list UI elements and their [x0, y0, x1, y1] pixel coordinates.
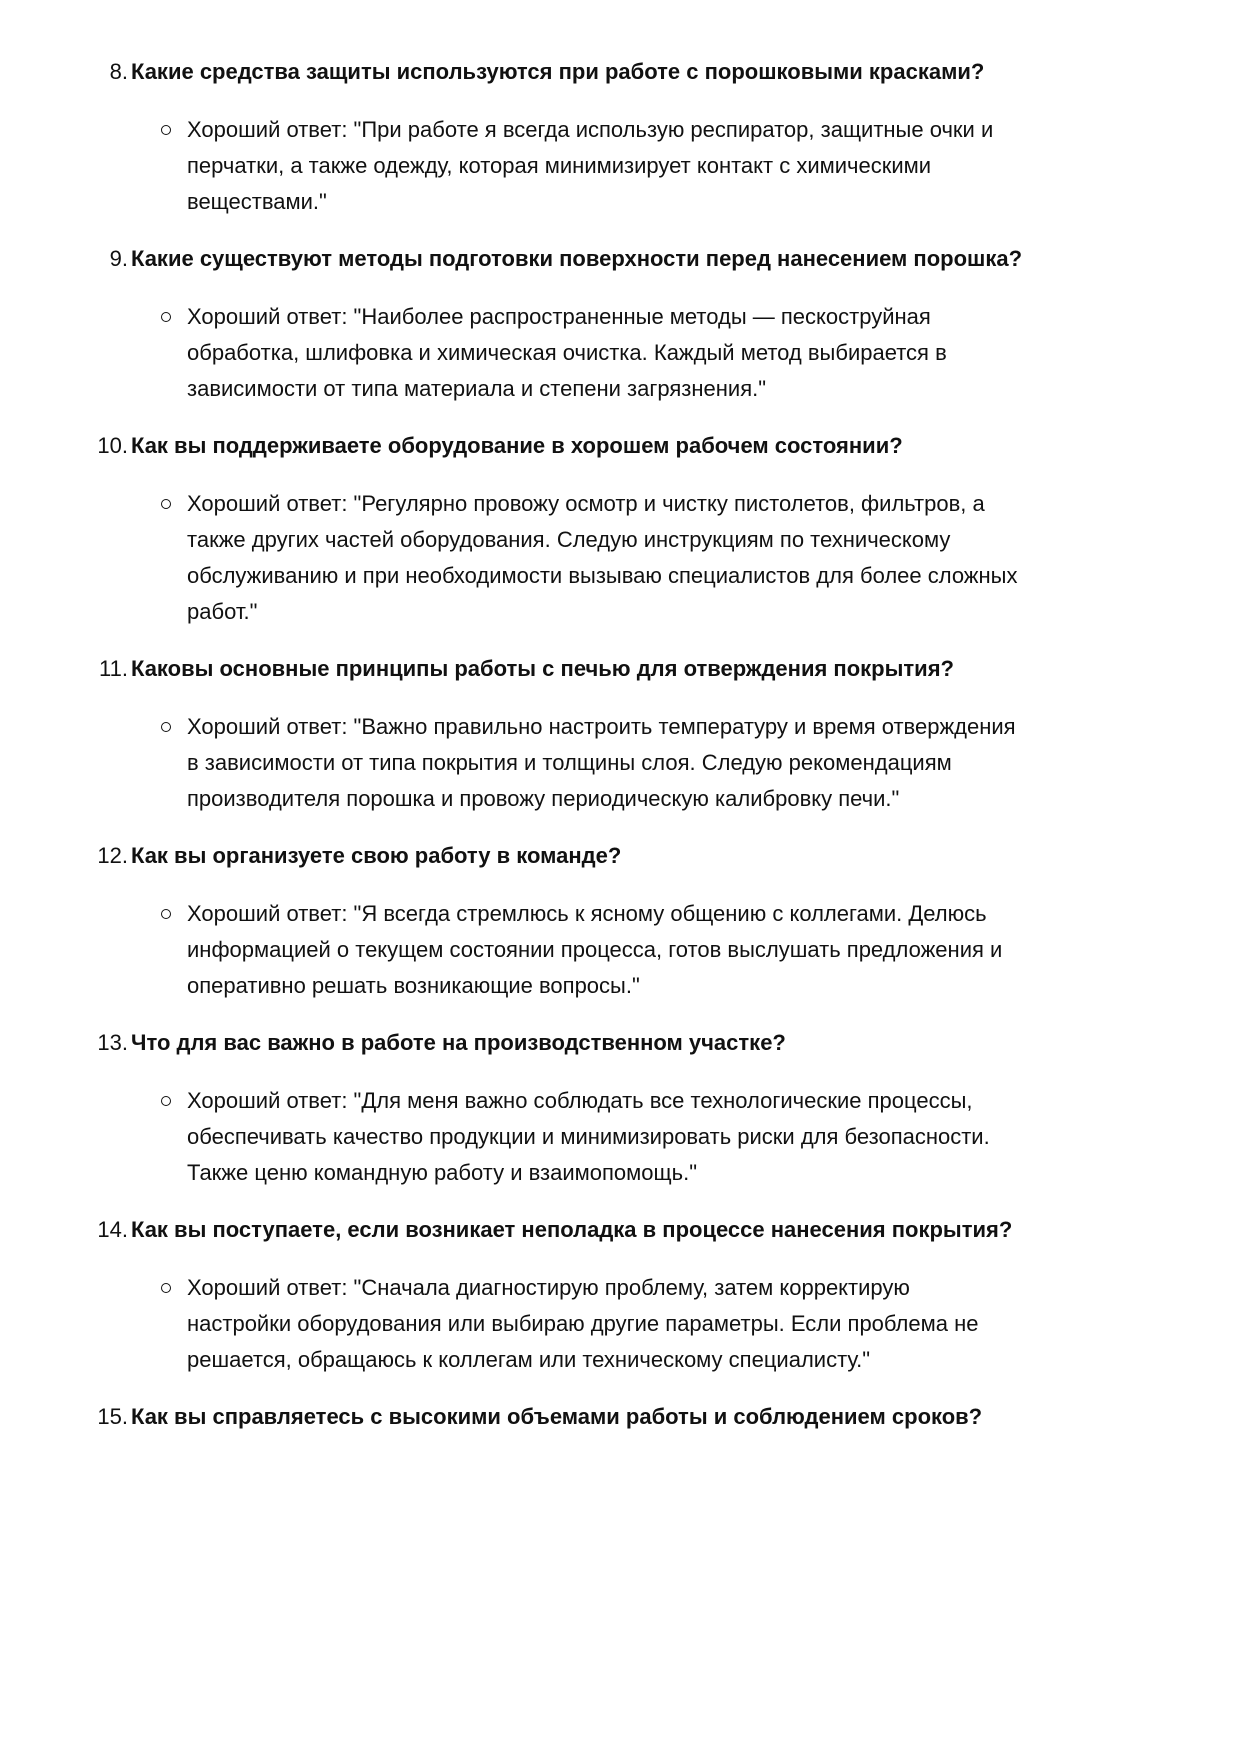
question-text: Что для вас важно в работе на производственном участке? [131, 1030, 786, 1055]
answer-line: работ." [187, 599, 258, 624]
circle-bullet-icon [161, 722, 171, 732]
answer-line: информацией о текущем состоянии процесса, готов выслушать предложения и [187, 937, 1003, 962]
question-item [0, 838, 1239, 874]
answer-line: в зависимости от типа покрытия и толщины слоя. Следую рекомендациям [187, 750, 952, 775]
answer-line: Хороший ответ: "При работе я всегда использую респиратор, защитные очки и [187, 117, 994, 142]
circle-bullet-icon [161, 125, 171, 135]
question-number: 14. [97, 1217, 128, 1242]
answer-line: настройки оборудования или выбираю другие параметры. Если проблема не [187, 1311, 979, 1336]
answer-line: зависимости от типа материала и степени загрязнения." [187, 376, 767, 401]
answer-line: обеспечивать качество продукции и минимизировать риски для безопасности. [187, 1124, 990, 1149]
question-text: Какие существуют методы подготовки поверхности перед нанесением порошка? [131, 246, 1023, 271]
question-number: 10. [97, 433, 128, 458]
question-text: Какие средства защиты используются при работе с порошковыми красками? [131, 59, 985, 84]
question-item [0, 651, 1239, 687]
question-number: 12. [97, 843, 128, 868]
question-item [0, 1212, 1239, 1248]
answer-line: обработка, шлифовка и химическая очистка. Каждый метод выбирается в [187, 340, 947, 365]
answer-line: Хороший ответ: "Я всегда стремлюсь к ясному общению с коллегами. Делюсь [187, 901, 987, 926]
answer-item [0, 896, 1239, 1004]
question-number: 11. [99, 656, 128, 681]
answer-item [0, 299, 1239, 407]
answer-line: Хороший ответ: "Важно правильно настроить температуру и время отверждения [187, 714, 1016, 739]
question-text: Каковы основные принципы работы с печью для отверждения покрытия? [131, 656, 954, 681]
question-number: 9. [109, 246, 128, 271]
question-item [0, 54, 1239, 90]
answer-line: Также ценю командную работу и взаимопомощь." [187, 1160, 698, 1185]
question-number: 8. [109, 59, 128, 84]
answer-line: веществами." [187, 189, 327, 214]
answer-line: Хороший ответ: "Наиболее распространенные методы — пескоструйная [187, 304, 931, 329]
answer-line: Хороший ответ: "Сначала диагностирую проблему, затем корректирую [187, 1275, 910, 1300]
question-number: 13. [97, 1030, 128, 1055]
question-text: Как вы справляетесь с высокими объемами работы и соблюдением сроков? [131, 1404, 983, 1429]
circle-bullet-icon [161, 1096, 171, 1106]
question-list [0, 54, 1239, 1435]
answer-line: Хороший ответ: "Для меня важно соблюдать все технологические процессы, [187, 1088, 973, 1113]
answer-line: производителя порошка и провожу периодическую калибровку печи." [187, 786, 900, 811]
answer-line: перчатки, а также одежду, которая минимизирует контакт с химическими [187, 153, 932, 178]
question-text: Как вы поддерживаете оборудование в хорошем рабочем состоянии? [131, 433, 903, 458]
answer-item [0, 1083, 1239, 1191]
question-text: Как вы поступаете, если возникает неполадка в процессе нанесения покрытия? [131, 1217, 1013, 1242]
circle-bullet-icon [161, 312, 171, 322]
answer-item [0, 486, 1239, 630]
question-item [0, 428, 1239, 464]
answer-line: Хороший ответ: "Регулярно провожу осмотр и чистку пистолетов, фильтров, а [187, 491, 985, 516]
circle-bullet-icon [161, 499, 171, 509]
question-number: 15. [97, 1404, 128, 1429]
answer-line: обслуживанию и при необходимости вызываю специалистов для более сложных [187, 563, 1018, 588]
circle-bullet-icon [161, 1283, 171, 1293]
circle-bullet-icon [161, 909, 171, 919]
answer-line: оперативно решать возникающие вопросы." [187, 973, 640, 998]
question-text: Как вы организуете свою работу в команде? [131, 843, 622, 868]
answer-line: также других частей оборудования. Следую инструкциям по техническому [187, 527, 951, 552]
question-item [0, 241, 1239, 277]
answer-line: решается, обращаюсь к коллегам или техническому специалисту." [187, 1347, 871, 1372]
answer-item [0, 112, 1239, 220]
answer-item [0, 709, 1239, 817]
question-item [0, 1399, 1239, 1435]
question-item [0, 1025, 1239, 1061]
answer-item [0, 1270, 1239, 1378]
